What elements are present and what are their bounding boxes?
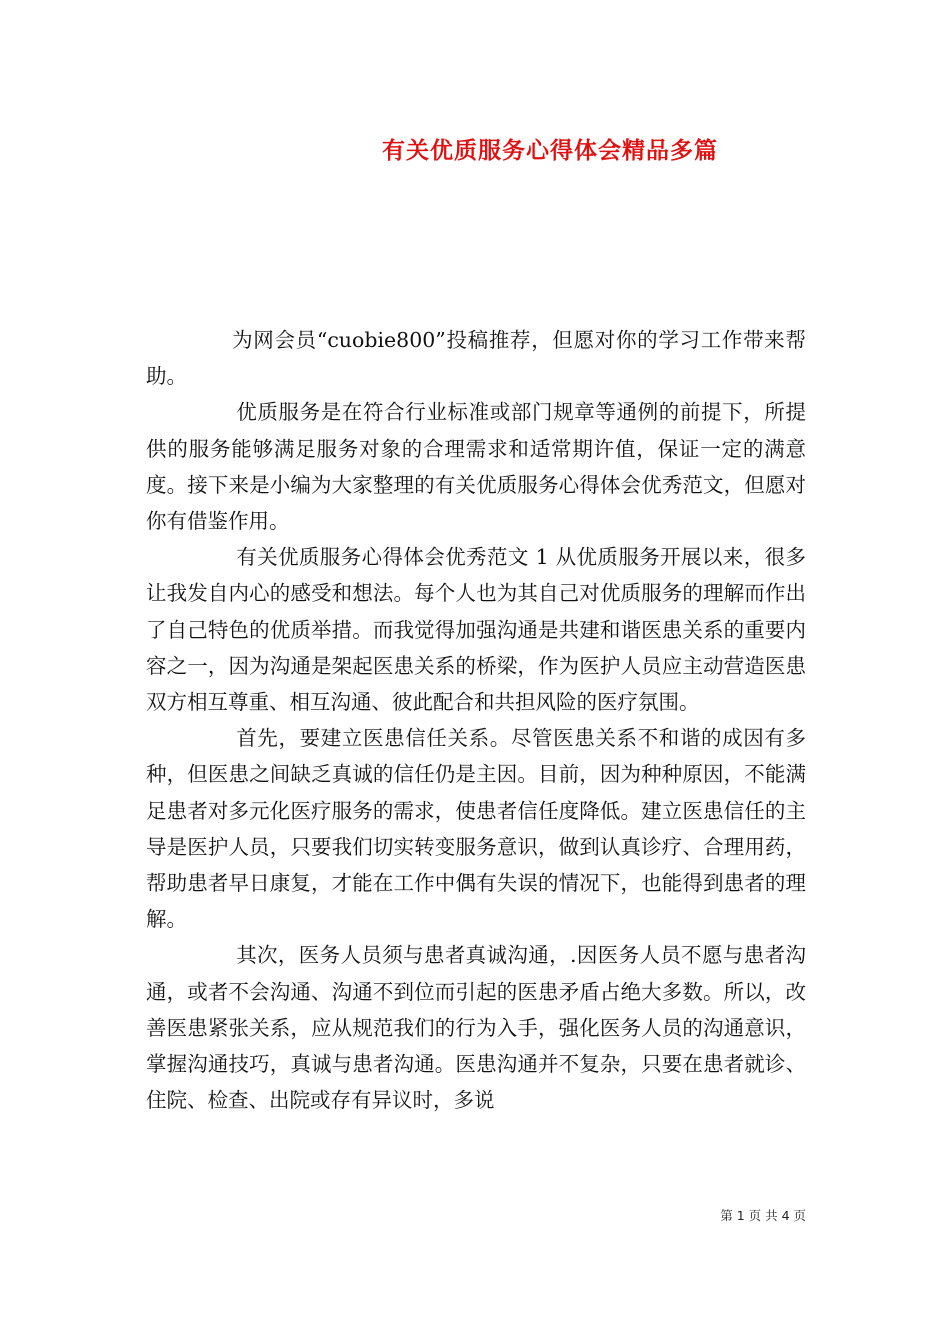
- page-title: 有关优质服务心得体会精品多篇: [382, 138, 718, 164]
- document-body: [146, 322, 806, 1118]
- paragraph-intro: 为网会员“cuobie800”投稿推荐，但愿对你的学习工作带来帮助。: [146, 328, 806, 389]
- paragraph-definition: 优质服务是在符合行业标准或部门规章等通例的前提下，所提供的服务能够满足服务对象的合理需求和适常期许值，保证一定的满意度。接下来是小编为大家整理的有关优质服务心得体会优秀范文，但愿对你有借鉴作用。: [146, 400, 806, 534]
- paragraph-second-point: 其次，医务人员须与患者真诚沟通，.因医务人员不愿与患者沟通，或者不会沟通、沟通不到位而引起的医患矛盾占绝大多数。所以，改善医患紧张关系，应从规范我们的行为入手，强化医务人员的沟通意识，掌握沟通技巧，真诚与患者沟通。医患沟通并不复杂，只要在患者就诊、住院、检查、出院或存有异议时，多说: [146, 943, 806, 1113]
- paragraph-first-point: 首先，要建立医患信任关系。尽管医患关系不和谐的成因有多种，但医患之间缺乏真诚的信任仍是主因。目前，因为种种原因，不能满足患者对多元化医疗服务的需求，使患者信任度降低。建立医患信任的主导是医护人员，只要我们切实转变服务意识，做到认真诊疗、合理用药，帮助患者早日康复，才能在工作中偶有失误的情况下，也能得到患者的理解。: [146, 726, 806, 932]
- page-number-footer: 第 1 页 共 4 页: [720, 1208, 806, 1223]
- paragraph-essay-1: 有关优质服务心得体会优秀范文 1 从优质服务开展以来，很多让我发自内心的感受和想法。每个人也为其自己对优质服务的理解而作出了自己特色的优质举措。而我觉得加强沟通是共建和谐医患关系的重要内容之一，因为沟通是架起医患关系的桥梁，作为医护人员应主动营造医患双方相互尊重、相互沟通、彼此配合和共担风险的医疗氛围。: [146, 545, 806, 715]
